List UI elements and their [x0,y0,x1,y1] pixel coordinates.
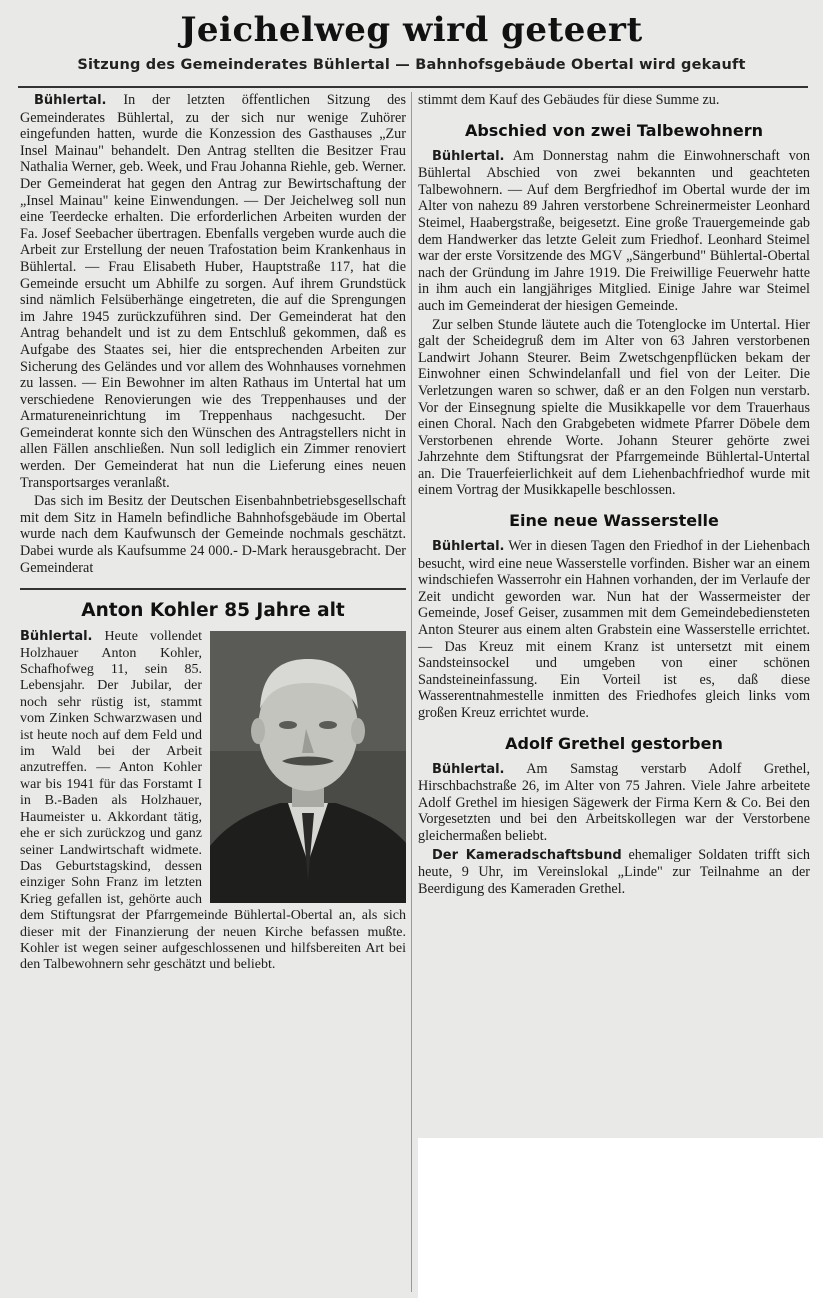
wasserstelle-paragraph [418,538,810,722]
kohler-article [20,629,406,974]
abschied-title: Abschied von zwei Talbewohnern [464,120,764,140]
wasserstelle-title: Eine neue Wasserstelle [509,511,719,531]
council-text-1: In der letzten öffentlichen Sitzung des Gemeinderates Bühlertal, zu der sich nur wenige Zuhörer eingefunden hatten, wurde die Konzession des Gasthauses „Zur Insel Mainau" behandelt. Den Antrag stellten die Besitzer Frau Nathalia Werner, geb. Week, und Frau Johanna Riehle, geb. Werner. Der Gemeinderat hat gegen den Antrag zur Bewirtschaftung der „Insel Mainau" keine Einwendungen. — Der Jeichelweg soll nun eine Teerdecke erhalten. Die erforderlichen Arbeiten wurden der Fa. Josef Seebacher übertragen. Ebenfalls vergeben wurde auch die Arbeit zur Erstellung der neuen Trafostation beim Krankenhaus in Bühlertal. — Frau Elisabeth Huber, Hauptstraße 117, hat die Gemeinde ersucht um Abhilfe zu sorgen. Auf ihrem Grundstück sind nämlich Felsüberhänge eingetreten, die auf die Sprengungen im Jahre 1945 zurückzuführen sind. Der Gemeinderat hat den Antrag behandelt und ist zu dem Entschluß gekommen, daß es Aufgabe des Staates sei, hier die entsprechenden Arbeiten zur Sicherung des Geländes und vor allem des Wohnhauses vornehmen zu lassen. — Ein Bewohner im alten Rathaus im Untertal hat um verschiedene Renovierungen wie des Treppenhauses und der Armatureneinrichtung im Treppenhaus nachgesucht. Der Gemeinderat konnte sich den Wünschen des Antragstellers nicht in allen Fällen anschließen. Nun soll lediglich ein Zimmer renoviert werden. Der Gemeinderat hat nun die Lieferung eines neuen Transportsarges veranlaßt. [20,92,407,491]
grethel-paragraph-1 [418,761,810,845]
right-column [418,92,810,897]
abschied-paragraph-2: Zur selben Stunde läutete auch die Totenglocke im Untertal. Hier galt der Scheidegruß dem im Alter von 63 Jahren verstorbenen Landwirt Johann Steurer. Beim Zwetschgenpflücken bekam der Einwohner einen Schwindelanfall und fiel von der Leiter. Die Verletzungen waren so schwer, daß er an den Folgen nun verstarb. Vor der Einsegnung spielte die Musikkapelle vor dem Trauerhaus einen Choral. Nach den Grabgebeten widmete Pfarrer Döbele dem Verstorbenen ehrende Worte. Johann Steurer gehörte zwei Jahrzehnte dem Stiftungsrat der Pfarrgemeinde Bühlertal-Untertal an. Die Trauerfeierlichkeit auf dem Liehenbachfriedhof wurde mit einem Vortrag der Musikkapelle beschlossen. [418,316,810,499]
grethel-text-2: ehemaliger Soldaten trifft sich heute, 9 Uhr, im Vereinslokal „Linde" zur Teilnahme an der Beerdigung des Kameraden Grethel. [418,846,810,897]
grethel-paragraph-2 [418,847,810,898]
abschied-dateline: Bühlertal. [432,148,505,164]
council-continuation: stimmt dem Kauf des Gebäudes für diese Summe zu. [418,92,720,108]
portrait-illustration [210,631,406,903]
headline-rule [18,86,808,88]
grethel-dateline: Bühlertal. [432,761,505,777]
council-paragraph-2: Das sich im Besitz der Deutschen Eisenbahnbetriebsgesellschaft mit dem Sitz in Hameln befindliche Bahnhofsgebäude im Obertal wurde nach dem Kaufwunsch der Gemeinde nochmals geschätzt. Dabei wurde als Kaufsumme 24 000.- D-Mark herausgebracht. Der Gemeinderat [20,493,406,576]
column-divider [411,92,412,1292]
article-separator [20,588,406,590]
dateline: Bühlertal. [34,93,107,108]
abschied-paragraph-1 [418,148,810,315]
council-paragraph-1 [20,92,406,491]
wasserstelle-text: Wer in diesen Tagen den Friedhof in der Liehenbach besucht, wird eine neue Wasserstelle vorfinden. Bisher war an einem windschiefen Wasserrohr ein Hahnen vorhanden, der im Verlaufe der Zeit undicht geworden war. Nun hat der Wassermeister der Gemeinde, Josef Geiser, zusammen mit dem Gemeindebediensteten Anton Steurer aus einem alten Grabstein eine Wasserstelle errichtet. — Das Kreuz mit einem Kranz ist untersetzt mit einem Sandsteinsockel und umgeben von einer schönen Sandsteineinfassung. Ein Vorteil ist es, daß diese Wasserentnahmestelle inmitten des Friedhofes gleich links vom großen Kreuz errichtet wurde. [418,538,811,721]
subheadline: Sitzung des Gemeinderates Bühlertal — Bahnhofsgebäude Obertal wird gekauft [77,57,746,73]
kohler-text: Heute vollendet Holzhauer Anton Kohler, Schafhofweg 11, sein 85. Lebensjahr. Der Jubilar, der noch sehr rüstig ist, stammt vom Zinken Schwarzwasen und ist heute noch auf dem Feld und im Wald bei der Arbeit anzutreffen. — Anton Kohler war bis 1941 für das Forstamt I in B.-Baden als Holzhauer, Haumeister u. Akkordant tätig, ehe er sich zurückzog und ganz seiner Landwirtschaft widmete. Das Geburtstagskind, dessen einziger Sohn Franz im letzten Krieg gefallen ist, gehörte auch dem Stiftungsrat der Pfarrgemeinde Bühlertal-Obertal an, als sich dieser mit der Finanzierung der neuen Kirche befassen mußte. Kohler ist wegen seiner aufgeschlossenen und hilfsbereiten Art bei den Talbewohnern sehr geschätzt und beliebt. [20,629,406,973]
wasserstelle-dateline: Bühlertal. [432,539,505,555]
grethel-title: Adolf Grethel gestorben [505,733,723,753]
grethel-text-1: Am Samstag verstarb Adolf Grethel, Hirschbachstraße 26, im Alter von 75 Jahren. Viele Jahre arbeitete Adolf Grethel im hiesigen Sägewerk der Firma Kern & Co. Bei den Vorgesetzten und bei den Arbeitskollegen war der Verstorbene gleichermaßen beliebt. [418,760,811,844]
kohler-dateline: Bühlertal. [20,629,93,645]
paper-background-lower [0,1138,418,1298]
kohler-title: Anton Kohler 85 Jahre alt [81,600,345,622]
kameradschaftsbund-lead: Der Kameradschaftsbund [432,847,622,863]
headline: Jeichelweg wird geteert [180,10,643,50]
abschied-text-1: Am Donnerstag nahm die Einwohnerschaft von Bühlertal Abschied von zwei bekannten und geachteten Talbewohnern. — Auf dem Bergfriedhof im Obertal wurde der im Alter von nahezu 89 Jahren verstorbene Schreinermeister Leonhard Steimel, Haabergstraße, beigesetzt. Eine große Trauergemeinde gab dem Handwerker das letzte Geleit zum Friedhof. Leonhard Steimel war der erste Vorsitzende des MGV „Sängerbund" Bühlertal-Obertal nach der Gründung im Jahre 1919. Die Freiwillige Feuerwehr hatte in ihm auch ein langjähriges Mitglied. Einige Jahre war Steimel auch im Gemeinderat der hiesigen Gemeinde. [418,147,810,314]
portrait-photo [210,631,406,903]
left-column [20,92,406,974]
